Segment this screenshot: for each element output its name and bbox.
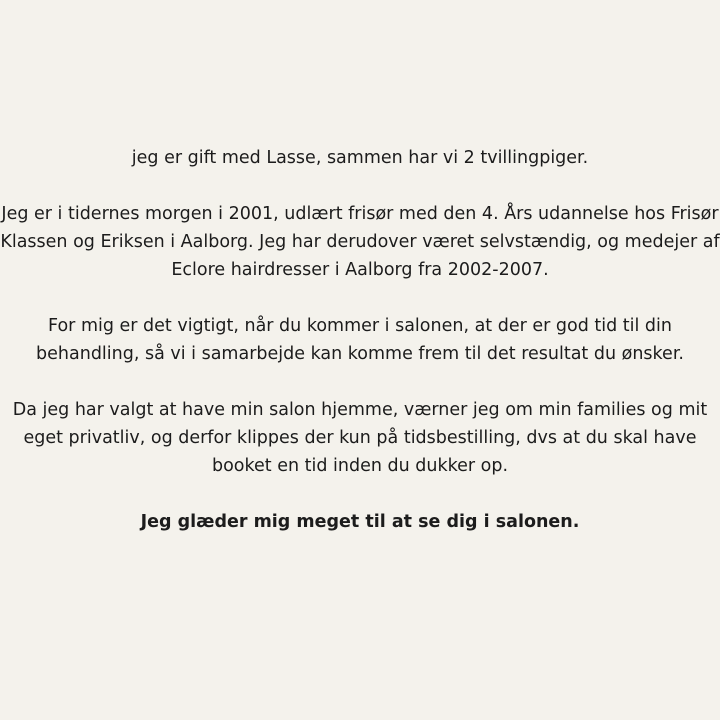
text-line: For mig er det vigtigt, når du kommer i salonen, at der er god tid til din	[48, 316, 672, 336]
text-line: Klassen og Eriksen i Aalborg. Jeg har derudover været selvstændig, og medejer af	[0, 232, 720, 252]
text-line: Eclore hairdresser i Aalborg fra 2002-2007.	[171, 260, 549, 280]
paragraph-education	[0, 200, 720, 284]
text-line: jeg er gift med Lasse, sammen har vi 2 tvillingpiger.	[131, 148, 589, 168]
about-text-block	[0, 144, 720, 536]
closing-statement: Jeg glæder mig meget til at se dig i salonen.	[140, 512, 580, 532]
paragraph-treatment	[0, 312, 720, 368]
text-line: booket en tid inden du dukker op.	[211, 456, 509, 476]
paragraph-family	[0, 144, 720, 172]
text-line: Jeg er i tidernes morgen i 2001, udlært frisør med den 4. Års udannelse hos Frisør	[1, 204, 719, 224]
paragraph-booking	[0, 396, 720, 480]
text-line: behandling, så vi i samarbejde kan komme frem til det resultat du ønsker.	[36, 344, 684, 364]
text-line: Da jeg har valgt at have min salon hjemme, værner jeg om min families og mit	[12, 400, 708, 420]
text-line: eget privatliv, og derfor klippes der kun på tidsbestilling, dvs at du skal have	[23, 428, 697, 448]
